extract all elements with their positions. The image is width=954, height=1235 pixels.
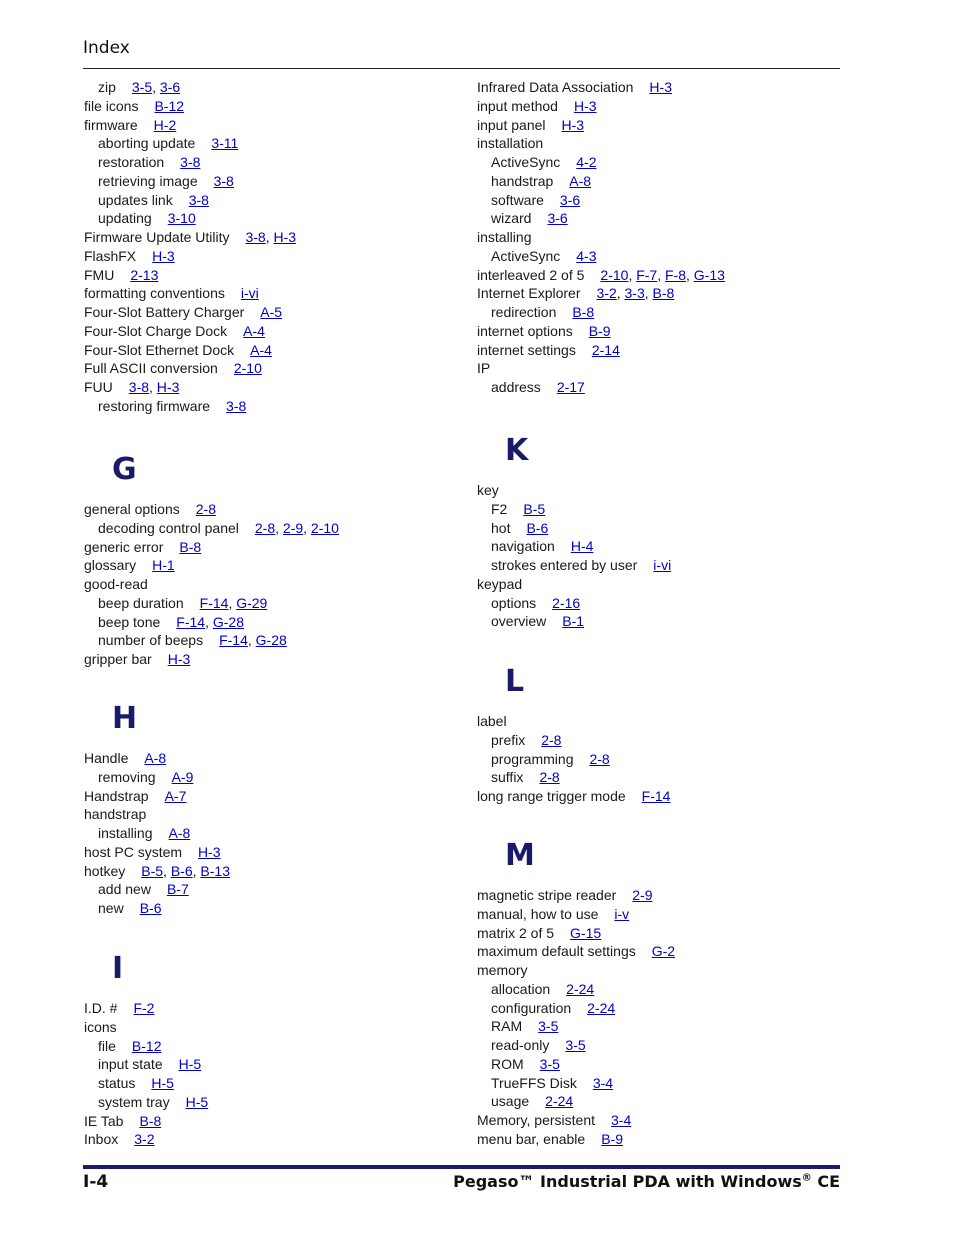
index-term: beep duration (98, 594, 184, 611)
page-reference-link[interactable]: F-2 (133, 1000, 155, 1016)
page-reference-link[interactable]: A-7 (164, 787, 187, 804)
index-term: hot (491, 519, 511, 536)
index-term: restoring firmware (98, 397, 211, 414)
page-reference-link[interactable]: G-28 (255, 632, 287, 649)
index-entry (84, 1018, 117, 1037)
registered-mark: ® (801, 1172, 812, 1184)
index-subentry (84, 880, 189, 899)
index-entry (84, 1130, 154, 1149)
index-subentry (477, 980, 594, 999)
page-reference-link[interactable]: 2-9 (632, 887, 653, 903)
index-subentry (84, 172, 234, 191)
index-term: wizard (491, 210, 532, 227)
page-reference-link[interactable]: 2-10 (310, 519, 339, 536)
index-term: installing (98, 825, 153, 841)
index-term: updates link (98, 191, 173, 208)
page-reference-link[interactable]: i-v (614, 905, 630, 922)
index-term: installing (477, 229, 532, 245)
ref-separator: , (303, 519, 311, 536)
index-term: hotkey (84, 862, 126, 879)
page-reference-link[interactable]: B-12 (154, 97, 185, 114)
page-reference-link[interactable]: i-vi (653, 557, 672, 573)
index-term: Four-Slot Charge Dock (84, 322, 228, 339)
page-reference-link[interactable]: 3-6 (559, 191, 581, 208)
index-term: Handle (84, 750, 129, 766)
page-reference-link[interactable]: A-4 (243, 322, 265, 339)
page-reference-link[interactable]: 2-16 (552, 594, 581, 611)
index-entry (84, 228, 296, 247)
page-reference-link[interactable]: 2-17 (556, 379, 585, 395)
index-term: overview (491, 613, 547, 630)
page-reference-link[interactable]: 2-8 (539, 769, 560, 786)
index-term: file (98, 1037, 116, 1054)
index-term: formatting conventions (84, 285, 225, 302)
page-reference-link[interactable]: G-29 (236, 594, 268, 611)
page-reference-link[interactable]: B-1 (562, 613, 585, 630)
index-term: TrueFFS Disk (491, 1074, 577, 1091)
index-entry (84, 843, 221, 862)
ref-separator: , (247, 632, 256, 649)
page-reference-link[interactable]: 3-5 (565, 1037, 586, 1053)
page-reference-link[interactable]: 2-24 (566, 980, 595, 997)
ref-separator: , (152, 79, 160, 95)
index-subentry (84, 519, 339, 538)
index-term: RAM (491, 1018, 523, 1035)
index-term: manual, how to use (477, 905, 599, 922)
index-entry (84, 359, 262, 378)
index-entry (84, 247, 175, 266)
page-reference-link[interactable]: 2-8 (589, 750, 610, 767)
page-reference-link[interactable]: 3-8 (226, 397, 247, 414)
index-term: IP (477, 360, 491, 377)
index-subentry (477, 1092, 573, 1111)
page-reference-link[interactable]: B-8 (652, 285, 675, 302)
index-entry (477, 1111, 631, 1130)
index-entry (477, 228, 531, 247)
index-subentry (84, 1074, 174, 1093)
index-letter-heading: L (505, 664, 525, 699)
page-reference-link[interactable]: G-13 (693, 266, 725, 283)
page-reference-link[interactable]: F-8 (665, 266, 686, 283)
index-subentry (477, 1017, 558, 1036)
index-term: magnetic stripe reader (477, 887, 617, 903)
index-term: long range trigger mode (477, 788, 626, 804)
index-subentry (84, 1055, 201, 1074)
index-subentry (477, 153, 596, 172)
index-subentry (477, 731, 561, 750)
index-subentry (477, 1036, 586, 1055)
ref-separator: , (657, 266, 665, 283)
index-term: system tray (98, 1093, 170, 1110)
index-term: generic error (84, 538, 164, 555)
ref-separator: , (149, 379, 157, 395)
index-term: software (491, 191, 544, 208)
index-subentry (477, 172, 591, 191)
index-term: ActiveSync (491, 247, 561, 264)
index-entry (84, 341, 272, 360)
index-term: zip (98, 79, 116, 95)
index-term: Infrared Data Association (477, 79, 634, 95)
page-reference-link[interactable]: 3-8 (245, 229, 266, 245)
ref-separator: , (616, 285, 625, 302)
index-term: interleaved 2 of 5 (477, 266, 585, 283)
index-term: address (491, 379, 541, 395)
index-term: Four-Slot Ethernet Dock (84, 341, 235, 358)
ref-separator: , (228, 594, 237, 611)
page-reference-link[interactable]: B-7 (166, 881, 189, 898)
index-entry (84, 266, 158, 285)
page-reference-link[interactable]: 2-13 (130, 266, 159, 283)
index-letter-heading: M (505, 838, 535, 873)
index-term: ActiveSync (491, 154, 561, 170)
page-reference-link[interactable]: B-8 (572, 304, 595, 320)
index-entry (84, 500, 216, 519)
page-reference-link[interactable]: 2-24 (545, 1093, 574, 1110)
index-subentry (477, 556, 671, 575)
index-letter-heading: I (112, 951, 124, 986)
index-subentry (84, 191, 209, 210)
index-term: general options (84, 501, 180, 517)
index-subentry (84, 78, 180, 97)
index-entry (477, 942, 675, 961)
page-reference-link[interactable]: 2-10 (600, 266, 629, 283)
index-term: FMU (84, 266, 115, 283)
index-term: keypad (477, 575, 523, 592)
index-term: input panel (477, 116, 546, 133)
page-reference-link[interactable]: B-8 (179, 538, 202, 555)
page-reference-link[interactable]: H-3 (198, 843, 221, 860)
index-term: allocation (491, 980, 551, 997)
page-reference-link[interactable]: A-5 (260, 304, 283, 320)
index-term: add new (98, 881, 151, 898)
index-term: Firmware Update Utility (84, 229, 230, 245)
index-term: Memory, persistent (477, 1112, 595, 1128)
page-reference-link[interactable]: 3-8 (128, 379, 150, 395)
index-entry (477, 134, 543, 153)
page-reference-link[interactable]: G-2 (651, 943, 676, 960)
index-entry (477, 97, 597, 116)
index-term: good-read (84, 576, 148, 592)
index-term: label (477, 713, 507, 729)
index-subentry (84, 397, 246, 416)
index-term: configuration (491, 999, 572, 1016)
page-reference-link[interactable]: 3-8 (180, 154, 201, 170)
index-term: file icons (84, 97, 139, 114)
index-entry (84, 862, 230, 881)
page-reference-link[interactable]: i-vi (240, 285, 259, 302)
page-reference-link[interactable]: A-8 (144, 750, 167, 766)
page-reference-link[interactable]: G-28 (212, 613, 244, 630)
index-term: key (477, 482, 499, 498)
index-subentry (84, 631, 287, 650)
index-term: host PC system (84, 843, 183, 860)
index-subentry (84, 134, 238, 153)
page-reference-link[interactable]: 3-4 (611, 1112, 632, 1128)
index-term: gripper bar (84, 651, 152, 667)
index-term: maximum default settings (477, 943, 636, 960)
index-entry (477, 924, 601, 943)
page-reference-link[interactable]: 2-8 (254, 519, 276, 536)
page-reference-link[interactable]: B-12 (131, 1037, 162, 1054)
index-entry (477, 886, 653, 905)
index-term: Four-Slot Battery Charger (84, 304, 245, 320)
page-reference-link[interactable]: H-3 (167, 651, 191, 667)
index-subentry (477, 594, 580, 613)
page-reference-link[interactable]: H-2 (153, 116, 177, 133)
page-reference-link[interactable]: H-3 (273, 229, 297, 245)
index-term: I.D. # (84, 1000, 118, 1016)
index-term: FUU (84, 379, 113, 395)
page-reference-link[interactable]: H-1 (152, 557, 175, 574)
index-subentry (84, 613, 244, 632)
index-subentry (84, 768, 193, 787)
index-term: navigation (491, 538, 555, 555)
index-subentry (477, 378, 585, 397)
index-subentry (477, 191, 580, 210)
index-term: decoding control panel (98, 519, 239, 536)
index-subentry (84, 1093, 208, 1112)
page-reference-link[interactable]: H-5 (151, 1075, 174, 1091)
page-reference-link[interactable]: B-6 (526, 519, 549, 536)
index-subentry (477, 519, 548, 538)
index-subentry (477, 500, 545, 519)
index-term: Full ASCII conversion (84, 360, 218, 377)
index-subentry (84, 899, 161, 918)
index-subentry (477, 1055, 560, 1074)
index-entry (84, 322, 265, 341)
index-entry (477, 481, 499, 500)
index-subentry (477, 537, 593, 556)
footer-rule (83, 1165, 840, 1169)
header-rule (83, 68, 840, 69)
page-reference-link[interactable]: 2-8 (541, 731, 562, 748)
page-reference-link[interactable]: F-14 (199, 594, 229, 611)
index-term: retrieving image (98, 172, 198, 189)
page-reference-link[interactable]: H-5 (185, 1093, 209, 1110)
page-reference-link[interactable]: 2-10 (233, 360, 262, 377)
page-reference-link[interactable]: H-3 (152, 247, 175, 264)
index-letter-heading: K (505, 433, 529, 468)
index-entry (84, 805, 146, 824)
page-reference-link[interactable]: 3-5 (539, 1055, 560, 1072)
index-term: firmware (84, 116, 138, 133)
index-entry (84, 787, 186, 806)
page-reference-link[interactable]: H-4 (570, 538, 594, 555)
ref-separator: , (205, 613, 213, 630)
index-subentry (84, 824, 190, 843)
page-reference-link[interactable]: H-5 (178, 1056, 202, 1073)
index-term: status (98, 1075, 136, 1091)
index-term: strokes entered by user (491, 557, 638, 573)
page-reference-link[interactable]: 3-2 (596, 285, 617, 302)
page-reference-link[interactable]: 3-5 (131, 79, 153, 95)
page-reference-link[interactable]: B-6 (170, 862, 193, 879)
index-term: updating (98, 210, 152, 227)
running-header: Index (83, 38, 130, 58)
index-term: restoration (98, 154, 165, 170)
index-term: F2 (491, 500, 508, 517)
page-reference-link[interactable]: A-9 (171, 768, 194, 785)
page-number: I-4 (83, 1172, 109, 1192)
page-reference-link[interactable]: B-5 (523, 500, 546, 517)
index-entry (477, 787, 670, 806)
ref-separator: , (644, 285, 653, 302)
page-reference-link[interactable]: B-9 (588, 322, 611, 339)
page-reference-link[interactable]: F-7 (636, 266, 658, 283)
ref-separator: , (265, 229, 274, 245)
page-reference-link[interactable]: A-8 (569, 172, 592, 189)
index-term: installation (477, 135, 544, 152)
index-term: removing (98, 768, 156, 785)
page-reference-link[interactable]: F-14 (641, 788, 671, 804)
index-entry (477, 961, 528, 980)
index-term: programming (491, 750, 574, 767)
index-term: FlashFX (84, 247, 137, 264)
index-entry (84, 999, 154, 1018)
index-entry (84, 378, 179, 397)
index-entry (477, 78, 672, 97)
index-term: aborting update (98, 135, 196, 152)
index-subentry (477, 303, 594, 322)
index-subentry (477, 768, 560, 787)
footer-title-suffix: CE (811, 1172, 840, 1191)
page-reference-link[interactable]: 4-2 (576, 154, 597, 170)
index-term: usage (491, 1093, 530, 1110)
index-entry (84, 303, 282, 322)
index-letter-heading: G (112, 452, 137, 487)
index-subentry (477, 1074, 613, 1093)
page-reference-link[interactable]: 3-10 (167, 210, 196, 227)
index-term: IE Tab (84, 1112, 124, 1129)
index-entry (477, 266, 725, 285)
page-reference-link[interactable]: B-5 (141, 862, 164, 879)
index-term: Handstrap (84, 787, 149, 804)
page-reference-link[interactable]: 3-5 (538, 1018, 559, 1035)
index-subentry (477, 247, 596, 266)
footer-title-text: Pegaso™ Industrial PDA with Windows (453, 1172, 802, 1191)
ref-separator: , (275, 519, 283, 536)
index-term: suffix (491, 769, 524, 786)
index-entry (84, 1112, 161, 1131)
ref-separator: , (628, 266, 637, 283)
index-entry (477, 905, 629, 924)
index-term: internet options (477, 322, 573, 339)
index-term: icons (84, 1018, 117, 1035)
page-reference-link[interactable]: 3-3 (624, 285, 645, 302)
page-reference-link[interactable]: A-8 (168, 825, 191, 841)
index-letter-heading: H (112, 701, 138, 736)
index-term: redirection (491, 304, 557, 320)
index-entry (84, 116, 176, 135)
index-term: Inbox (84, 1131, 119, 1148)
page-reference-link[interactable]: 3-6 (159, 79, 181, 95)
index-entry (84, 538, 201, 557)
page-reference-link[interactable]: B-8 (139, 1112, 162, 1129)
index-subentry (84, 594, 267, 613)
index-subentry (84, 1037, 161, 1056)
index-term: menu bar, enable (477, 1130, 586, 1147)
index-entry (477, 1130, 623, 1149)
page-reference-link[interactable]: B-13 (200, 862, 230, 879)
page-reference-link[interactable]: 3-4 (592, 1074, 614, 1091)
index-term: new (98, 900, 124, 916)
index-entry (84, 749, 166, 768)
index-entry (477, 575, 522, 594)
page-reference-link[interactable]: G-15 (570, 924, 602, 941)
index-entry (477, 712, 507, 731)
page-reference-link[interactable]: B-9 (601, 1130, 623, 1147)
index-term: internet settings (477, 341, 576, 358)
page-reference-link[interactable]: 2-8 (195, 501, 216, 517)
index-term: input state (98, 1056, 163, 1073)
ref-separator: , (192, 862, 201, 879)
index-entry (84, 650, 190, 669)
page-reference-link[interactable]: 3-8 (188, 191, 209, 208)
index-term: input method (477, 97, 558, 114)
page-reference-link[interactable]: 4-3 (576, 247, 597, 264)
index-term: ROM (491, 1055, 524, 1072)
index-subentry (84, 153, 200, 172)
page-reference-link[interactable]: 3-11 (211, 135, 239, 152)
index-subentry (84, 209, 196, 228)
index-term: number of beeps (98, 632, 204, 649)
page-reference-link[interactable]: H-3 (561, 116, 585, 133)
index-entry (84, 556, 175, 575)
ref-separator: , (686, 266, 694, 283)
page-reference-link[interactable]: H-3 (573, 97, 597, 114)
index-term: matrix 2 of 5 (477, 924, 555, 941)
page-reference-link[interactable]: H-3 (156, 379, 180, 395)
index-term: glossary (84, 557, 137, 574)
page-reference-link[interactable]: F-14 (176, 613, 206, 630)
page-reference-link[interactable]: H-3 (649, 79, 672, 95)
page-reference-link[interactable]: B-6 (139, 900, 162, 916)
page-reference-link[interactable]: 3-8 (213, 172, 234, 189)
index-entry (477, 341, 620, 360)
ref-separator: , (163, 862, 171, 879)
index-term: Internet Explorer (477, 285, 581, 302)
index-entry (477, 116, 584, 135)
page-reference-link[interactable]: 2-24 (587, 999, 616, 1016)
page-reference-link[interactable]: 3-6 (547, 210, 568, 227)
page-reference-link[interactable]: A-4 (250, 341, 272, 358)
index-term: handstrap (491, 172, 554, 189)
index-subentry (477, 209, 568, 228)
page-reference-link[interactable]: 2-14 (591, 341, 620, 358)
index-term: beep tone (98, 613, 161, 630)
page-reference-link[interactable]: 3-2 (134, 1131, 155, 1148)
index-term: prefix (491, 731, 526, 748)
index-term: options (491, 594, 537, 611)
index-term: read-only (491, 1037, 550, 1053)
index-entry (477, 322, 611, 341)
index-entry (84, 575, 148, 594)
index-subentry (477, 999, 615, 1018)
page-reference-link[interactable]: 2-9 (282, 519, 304, 536)
index-subentry (477, 750, 610, 769)
index-term: handstrap (84, 806, 147, 823)
page-reference-link[interactable]: F-14 (219, 632, 248, 649)
index-entry (477, 284, 674, 303)
footer-title (453, 1172, 840, 1191)
index-subentry (477, 612, 584, 631)
index-entry (477, 359, 490, 378)
index-entry (84, 284, 259, 303)
index-term: memory (477, 962, 528, 978)
index-entry (84, 97, 184, 116)
